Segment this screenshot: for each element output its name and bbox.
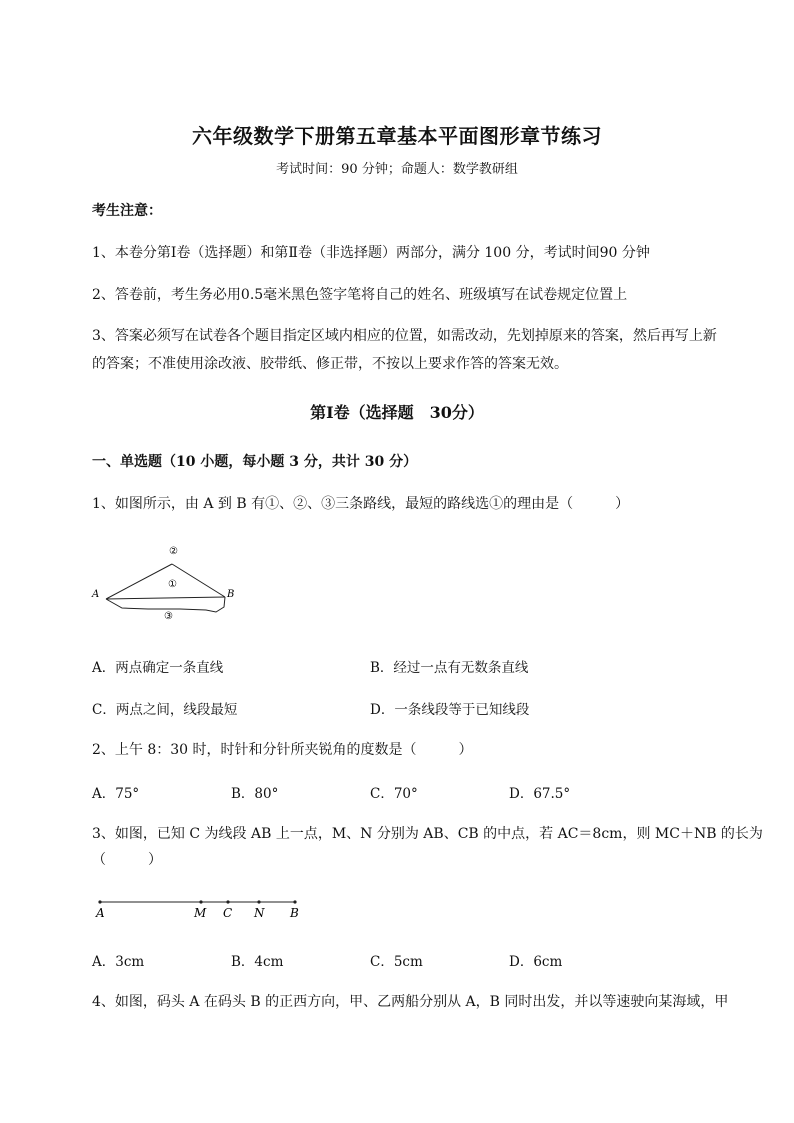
- route-2-right: [172, 564, 225, 597]
- notice-item-2: 2、答卷前，考生务必用0.5毫米黑色签字笔将自己的姓名、班级填写在试卷规定位置上: [92, 287, 628, 303]
- question-1-figure: [88, 540, 248, 625]
- route-1: [106, 597, 225, 599]
- question-3-stem-line-2: （ ）: [92, 852, 162, 868]
- point-a: [98, 900, 101, 903]
- question-3-figure: [92, 890, 312, 924]
- question-3-stem-line-1: 3、如图，已知 C 为线段 AB 上一点，M、N 分别为 AB、CB 的中点，若 AC＝8cm，则 MC＋NB 的长为: [92, 826, 763, 842]
- question-2-option-d: D．67.5°: [509, 786, 571, 802]
- section-title: 第Ⅰ卷（选择题 30分）: [310, 403, 484, 422]
- part-heading: 一、单选题（10 小题，每小题 3 分，共计 30 分）: [92, 454, 418, 470]
- question-1-option-b: B．经过一点有无数条直线: [370, 660, 529, 676]
- question-2-option-a: A．75°: [92, 786, 140, 802]
- question-4-stem: 4、如图，码头 A 在码头 B 的正西方向，甲、乙两船分别从 A，B 同时出发，并以等速驶向某海域，甲: [92, 994, 729, 1010]
- question-3-option-b: B．4cm: [231, 954, 284, 970]
- question-1-option-a: A．两点确定一条直线: [92, 660, 224, 676]
- question-3-option-d: D．6cm: [509, 954, 563, 970]
- notice-item-3-line-1: 3、答案必须写在试卷各个题目指定区域内相应的位置，如需改动，先划掉原来的答案，然后再写上新: [92, 328, 717, 344]
- question-1-option-d: D．一条线段等于已知线段: [370, 702, 530, 718]
- notice-heading: 考生注意：: [92, 203, 162, 219]
- point-a-label: A: [96, 906, 105, 920]
- point-b: [293, 900, 296, 903]
- question-1-stem: 1、如图所示，由 A 到 B 有①、②、③三条路线，最短的路线选①的理由是（ ）: [92, 496, 630, 512]
- point-b-label: B: [227, 589, 235, 600]
- point-c-label: C: [223, 906, 233, 920]
- point-b-label: B: [290, 906, 299, 920]
- question-3-option-c: C．5cm: [370, 954, 423, 970]
- point-n: [257, 900, 260, 903]
- point-m: [199, 900, 202, 903]
- point-c: [226, 900, 229, 903]
- question-2-stem: 2、上午 8：30 时，时针和分针所夹锐角的度数是（ ）: [92, 742, 473, 758]
- notice-item-3-line-2: 的答案；不准使用涂改液、胶带纸、修正带，不按以上要求作答的答案无效。: [92, 356, 568, 372]
- page-subtitle: 考试时间：90 分钟；命题人：数学教研组: [276, 162, 518, 177]
- route-2-label: ②: [169, 546, 178, 557]
- route-3: [106, 597, 225, 612]
- point-a-label: A: [92, 589, 100, 600]
- route-2-left: [106, 564, 172, 599]
- route-3-label: ③: [164, 611, 173, 622]
- question-2-option-c: C．70°: [370, 786, 418, 802]
- question-3-option-a: A．3cm: [92, 954, 145, 970]
- question-2-option-b: B．80°: [231, 786, 279, 802]
- page-title: 六年级数学下册第五章基本平面图形章节练习: [192, 124, 602, 148]
- question-1-option-c: C．两点之间，线段最短: [92, 702, 238, 718]
- route-1-label: ①: [168, 579, 177, 590]
- point-m-label: M: [194, 906, 207, 920]
- point-n-label: N: [254, 906, 265, 920]
- notice-item-1: 1、本卷分第Ⅰ卷（选择题）和第Ⅱ卷（非选择题）两部分，满分 100 分，考试时间90 分钟: [92, 245, 650, 261]
